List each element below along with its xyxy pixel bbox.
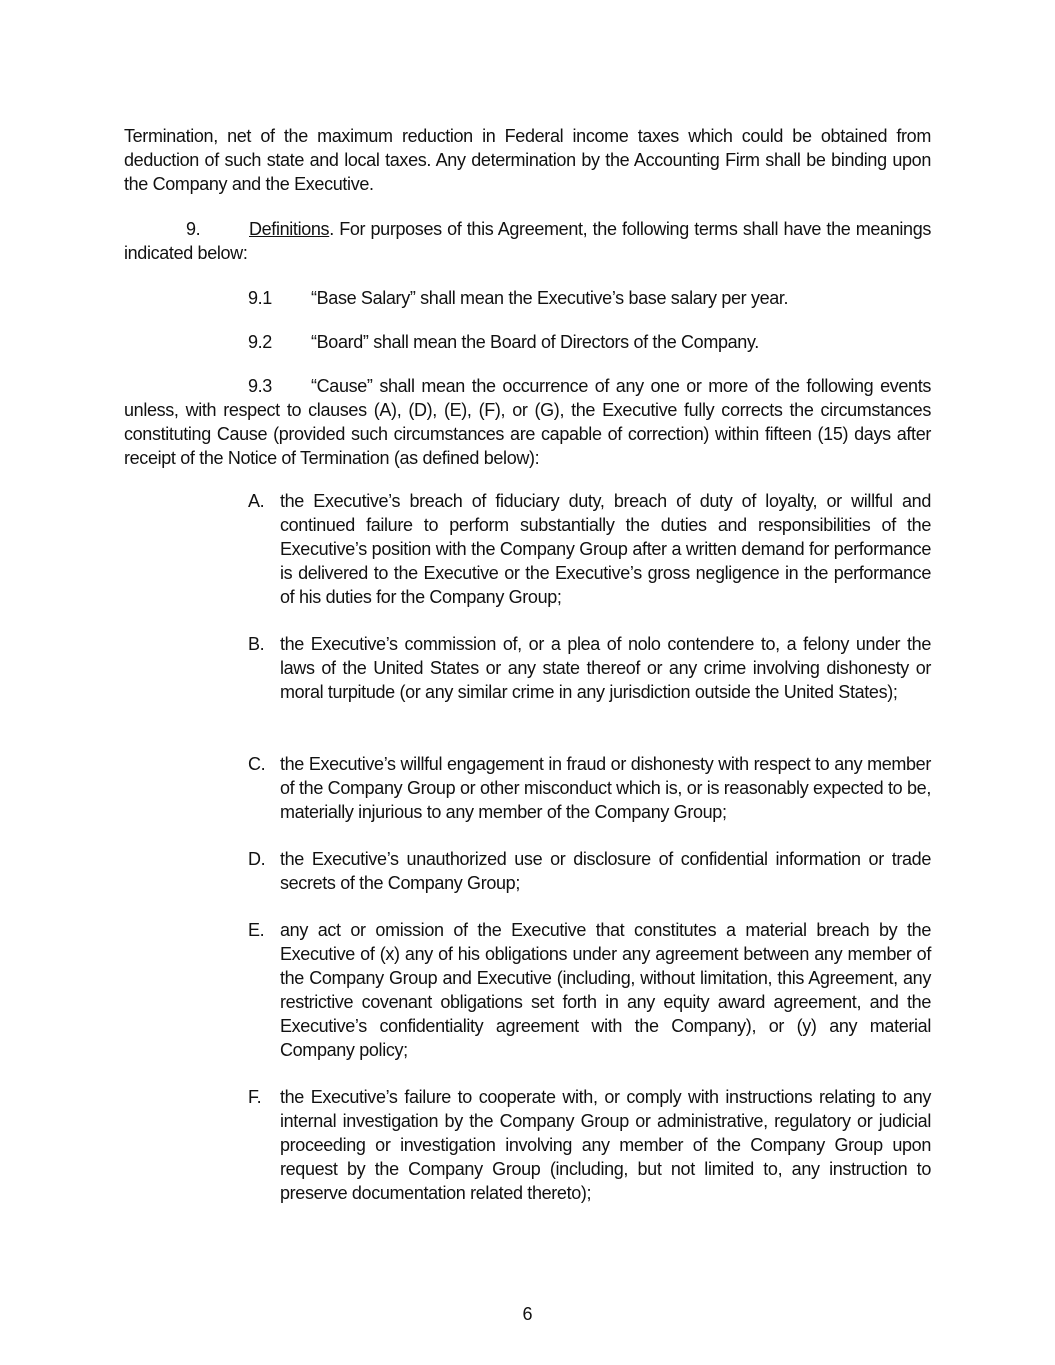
list-item-text: any act or omission of the Executive that constitutes a material breach by the Executive of (x) any of his obligations under any agreement between any member of the Company Group and Executive (including, without limitation, this Agreement, any restrictive covenant obligations set forth in any equity award agreement, and the Executive’s confidentiality agreement with the Company), or (y) any material Company policy; [280,920,931,1060]
list-item-text: the Executive’s unauthorized use or disclosure of confidential information or trade secrets of the Company Group; [280,849,931,893]
subsection-9-1 [124,286,931,310]
subsection-number: 9.2 [248,332,272,352]
page-number: 6 [522,1304,533,1324]
list-item-text: the Executive’s breach of fiduciary duty, breach of duty of loyalty, or willful and continued failure to perform substantially the duties and responsibilities of the Executive’s position with the Company Group after a written demand for performance is delivered to the Executive or the Executive’s gross negligence in the performance of his duties for the Company Group; [280,491,931,607]
section-title: Definitions [249,219,330,239]
list-letter: E. [248,920,265,940]
list-letter: A. [248,491,265,511]
subsection-9-3 [124,374,931,470]
section-intro-text: . For purposes of this Agreement, the following terms shall have the meanings indicated below: [124,219,931,263]
subsection-9-2 [124,330,931,354]
section-9-heading [124,217,931,265]
subsection-text: “Base Salary” shall mean the Executive’s base salary per year. [311,288,789,308]
continued-paragraph: Termination, net of the maximum reduction in Federal income taxes which could be obtained from deduction of such state and local taxes. Any determination by the Accounting Firm shall be binding upon the Company and the Executive. [124,126,931,194]
cause-item-b [248,632,931,704]
list-item-text: the Executive’s willful engagement in fraud or dishonesty with respect to any member of the Company Group or other misconduct which is, or is reasonably expected to be, materially injurious to any member of the Company Group; [280,754,931,822]
list-item-text: the Executive’s failure to cooperate with, or comply with instructions relating to any internal investigation by the Company Group or administrative, regulatory or judicial proceeding or investigation involving any member of the Company Group upon request by the Company Group (including, but not limited to, any instruction to preserve documentation related thereto); [280,1087,931,1203]
list-letter: F. [248,1087,262,1107]
subsection-text: “Board” shall mean the Board of Directors of the Company. [311,332,759,352]
cause-item-c [248,752,931,824]
list-letter: B. [248,634,265,654]
list-letter: D. [248,849,266,869]
section-number: 9. [186,219,201,239]
cause-item-e [248,918,931,1062]
list-letter: C. [248,754,266,774]
subsection-number: 9.1 [248,288,272,308]
cause-item-a [248,489,931,609]
cause-item-f [248,1085,931,1205]
subsection-number: 9.3 [248,376,272,396]
cause-item-d [248,847,931,895]
subsection-text: “Cause” shall mean the occurrence of any one or more of the following events unless, with respect to clauses (A), (D), (E), (F), or (G), the Executive fully corrects the circumstances constituting Cause (provided such circumstances are capable of correction) within fifteen (15) days after receipt of the Notice of Termination (as defined below): [124,376,931,468]
list-item-text: the Executive’s commission of, or a plea of nolo contendere to, a felony under the laws of the United States or any state thereof or any crime involving dishonesty or moral turpitude (or any similar crime in any jurisdiction outside the United States); [280,634,931,702]
